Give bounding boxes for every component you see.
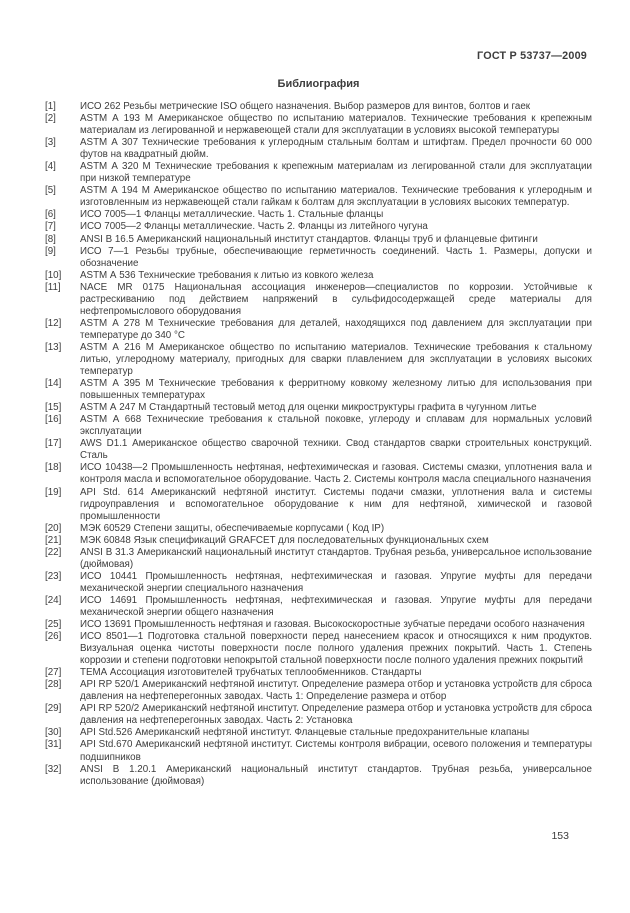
bib-entry-text: ИСО 7—1 Резьбы трубные, обеспечивающие герметичность соединений. Часть 1. Размеры, допуски и обозначение [80, 245, 592, 269]
bib-entry-text: ИСО 10441 Промышленность нефтяная, нефтехимическая и газовая. Упругие муфты для передачи механической энергии специального назначения [80, 570, 592, 594]
bib-entry-number: [26] [45, 631, 62, 643]
bib-entry-number: [20] [45, 522, 62, 534]
bib-entry-text: API Std.526 Американский нефтяной институт. Фланцевые стальные предохранительные клапаны [80, 727, 530, 739]
bib-entry [45, 535, 592, 547]
bib-entry-text: NACE MR 0175 Национальная ассоциация инженеров—специалистов по коррозии. Устойчивые к растрескиванию под действием напряжений в сульфидосодержащей среде материалы для нефтепромыслового оборудования [80, 281, 592, 317]
bib-entry-number: [30] [45, 727, 62, 739]
bib-entry-text: ASTM А 395 М Технические требования к ферритному ковкому железному литью для использования при повышенных температурах [80, 378, 592, 402]
bib-entry-text: ИСО 13691 Промышленность нефтяная и газовая. Высокоскоростные зубчатые передачи особого назначения [80, 619, 585, 631]
bib-entry-number: [19] [45, 486, 62, 498]
bib-entry-number: [12] [45, 317, 62, 329]
bib-entry-number: [7] [45, 221, 56, 233]
bib-entry-number: [8] [45, 233, 56, 245]
bib-entry-number: [24] [45, 594, 62, 606]
bib-entry-text: ТЕМА Ассоциация изготовителей трубчатых теплообменников. Стандарты [80, 667, 422, 679]
bib-entry-number: [9] [45, 245, 56, 257]
bib-entry-number: [1] [45, 101, 56, 112]
bibliography-list [45, 101, 592, 788]
bib-entry-number: [5] [45, 185, 56, 197]
bib-entry-number: [14] [45, 378, 62, 390]
bib-entry [45, 185, 592, 209]
bib-entry-number: [29] [45, 703, 62, 715]
bib-entry-text: ASTM А 536 Технические требования к литью из ковкого железа [80, 269, 374, 281]
bib-entry-text: ASTM А 307 Технические требования к углеродным стальным болтам и штифтам. Предел прочности 60 000 футов на квадратный дюйм. [80, 137, 592, 161]
bib-entry [45, 619, 592, 631]
bib-entry [45, 137, 592, 161]
bib-entry-number: [25] [45, 619, 62, 631]
bib-entry-text: МЭК 60529 Степени защиты, обеспечиваемые корпусами ( Код IP) [80, 522, 385, 534]
bib-entry-number: [4] [45, 161, 56, 173]
bib-entry [45, 438, 592, 462]
bib-entry-number: [11] [45, 281, 61, 293]
bib-entry [45, 523, 592, 535]
bib-entry-number: [27] [45, 667, 62, 679]
bib-entry-number: [16] [45, 414, 62, 426]
bib-entry-text: ASTM А 668 Технические требования к стальной поковке, углероду и сплавам для нормальных условий эксплуатации [80, 414, 592, 438]
bib-entry-text: ИСО 10438—2 Промышленность нефтяная, нефтехимическая и газовая. Системы смазки, уплотнения вала и контроля масла и вспомогательное оборудование. Часть 2. Системы контроля масла специального назначения [80, 462, 592, 486]
bib-entry-text: ИСО 8501—1 Подготовка стальной поверхности перед нанесением красок и относящихся к ним продуктов. Визуальная оценка чистоты поверхности после полного удаления прежних покрытий. Часть 1. Степень коррозии и степени подготовки непокрытой стальной поверхности после полного удаления прежних покрытий [80, 631, 592, 667]
bib-entry-text: ИСО 262 Резьбы метрические ISO общего назначения. Выбор размеров для винтов, болтов и гаек [80, 101, 531, 112]
bib-entry-text: ASTM А 247 М Стандартный тестовый метод для оценки микроструктуры графита в чугунном литье [80, 402, 537, 414]
bib-entry-text: API RP 520/2 Американский нефтяной институт. Определение размера отбор и установка устройств для сброса давления на нефтеперегонных заводах. Часть 2: Установка [80, 703, 592, 727]
bib-entry-number: [3] [45, 137, 56, 149]
bib-entry-number: [21] [45, 534, 62, 546]
bib-entry [45, 209, 592, 221]
bib-entry-text: МЭК 60848 Язык спецификаций GRAFCET для последовательных функциональных схем [80, 534, 489, 546]
bib-entry [45, 727, 592, 739]
bib-entry [45, 487, 592, 523]
bib-entry [45, 571, 592, 595]
bib-entry-number: [13] [45, 341, 62, 353]
bib-entry [45, 246, 592, 270]
bib-entry-text: ASTM А 194 М Американское общество по испытанию материалов. Технические требования к углеродным и изготовленным из нержавеющей стали гайкам к болтам для эксплуатации в условиях высоких температур. [80, 185, 592, 209]
bib-entry [45, 221, 592, 233]
bib-entry-text: API Std. 614 Американский нефтяной институт. Системы подачи смазки, уплотнения вала и системы гидроуправления и вспомогательное оборудование к ним для нефтяной, химической и газовой промышленности [80, 486, 592, 522]
bib-entry-number: [28] [45, 679, 62, 691]
bib-entry-text: ASTM А 193 М Американское общество по испытанию материалов. Технические требования к крепежным материалам из легированной и нержавеющей стали для эксплуатации в условиях высокой температуры [80, 113, 592, 137]
bib-entry-text: ASTM А 216 М Американское общество по испытанию материалов. Технические требования к стальному литью, углеродному материалу, пригодных для сварки плавлением для эксплуатации в условиях высоких температур [80, 341, 592, 378]
page-number: 153 [551, 830, 569, 842]
bib-entry [45, 595, 592, 619]
bib-entry-text: ASTM А 320 М Технические требования к крепежным материалам из легированной стали для эксплуатации при низкой температуре [80, 161, 592, 185]
bib-entry-text: ANSI В 1.20.1 Американский национальный институт стандартов. Трубная резьба, универсальное использование (дюймовая) [80, 763, 592, 787]
bib-entry-number: [23] [45, 570, 62, 582]
bib-entry-number: [18] [45, 462, 62, 474]
bib-entry [45, 402, 592, 414]
bib-entry-number: [15] [45, 402, 62, 414]
bib-entry [45, 342, 592, 378]
bib-entry [45, 764, 592, 788]
page-title: Библиография [277, 78, 360, 90]
bib-entry [45, 679, 592, 703]
bib-entry [45, 462, 592, 486]
bib-entry [45, 547, 592, 571]
bib-entry-number: [6] [45, 209, 56, 221]
bib-entry-number: [32] [45, 763, 62, 775]
bib-entry-text: ИСО 7005—2 Фланцы металлические. Часть 2. Фланцы из литейного чугуна [80, 221, 428, 233]
bib-entry-number: [31] [45, 739, 62, 751]
bib-entry [45, 703, 592, 727]
bib-entry-text: ANSI В 31.3 Американский национальный институт стандартов. Трубная резьба, универсальное использование (дюймовая) [80, 546, 592, 570]
bib-entry-number: [22] [45, 546, 62, 558]
bib-entry-text: API Std.670 Американский нефтяной институт. Системы контроля вибрации, осевого положения и температуры подшипников [80, 739, 592, 763]
bib-entry [45, 161, 592, 185]
bib-entry-number: [2] [45, 113, 56, 125]
bib-entry [45, 282, 592, 318]
bib-entry [45, 739, 592, 763]
bib-entry-text: ИСО 7005—1 Фланцы металлические. Часть 1. Стальные фланцы [80, 209, 384, 221]
bib-entry [45, 318, 592, 342]
bib-entry-text: API RP 520/1 Американский нефтяной институт. Определение размера отбор и установка устройств для сброса давления на нефтеперегонных заводах. Часть 1: Определение размера и отбор [80, 679, 592, 703]
bib-entry [45, 631, 592, 667]
bib-entry [45, 414, 592, 438]
bib-entry [45, 113, 592, 137]
bib-entry [45, 101, 592, 113]
bib-entry-text: ANSI В 16.5 Американский национальный институт стандартов. Фланцы труб и фланцевые фитинги [80, 233, 538, 245]
bib-entry-number: [10] [45, 269, 62, 281]
bib-entry-text: ИСО 14691 Промышленность нефтяная, нефтехимическая и газовая. Упругие муфты для передачи механической энергии общего назначения [80, 594, 592, 618]
bib-entry-number: [17] [45, 438, 62, 450]
bib-entry-text: AWS D1.1 Американское общество сварочной техники. Свод стандартов сварки строительных конструкций. Сталь [80, 438, 592, 462]
bib-entry [45, 378, 592, 402]
doc-header-standard-code: ГОСТ Р 53737—2009 [477, 50, 587, 62]
bib-entry [45, 667, 592, 679]
bib-entry-text: ASTM А 278 М Технические требования для деталей, находящихся под давлением для эксплуатации при температуре до 340 °С [80, 317, 592, 341]
bib-entry [45, 270, 592, 282]
bib-entry [45, 234, 592, 246]
